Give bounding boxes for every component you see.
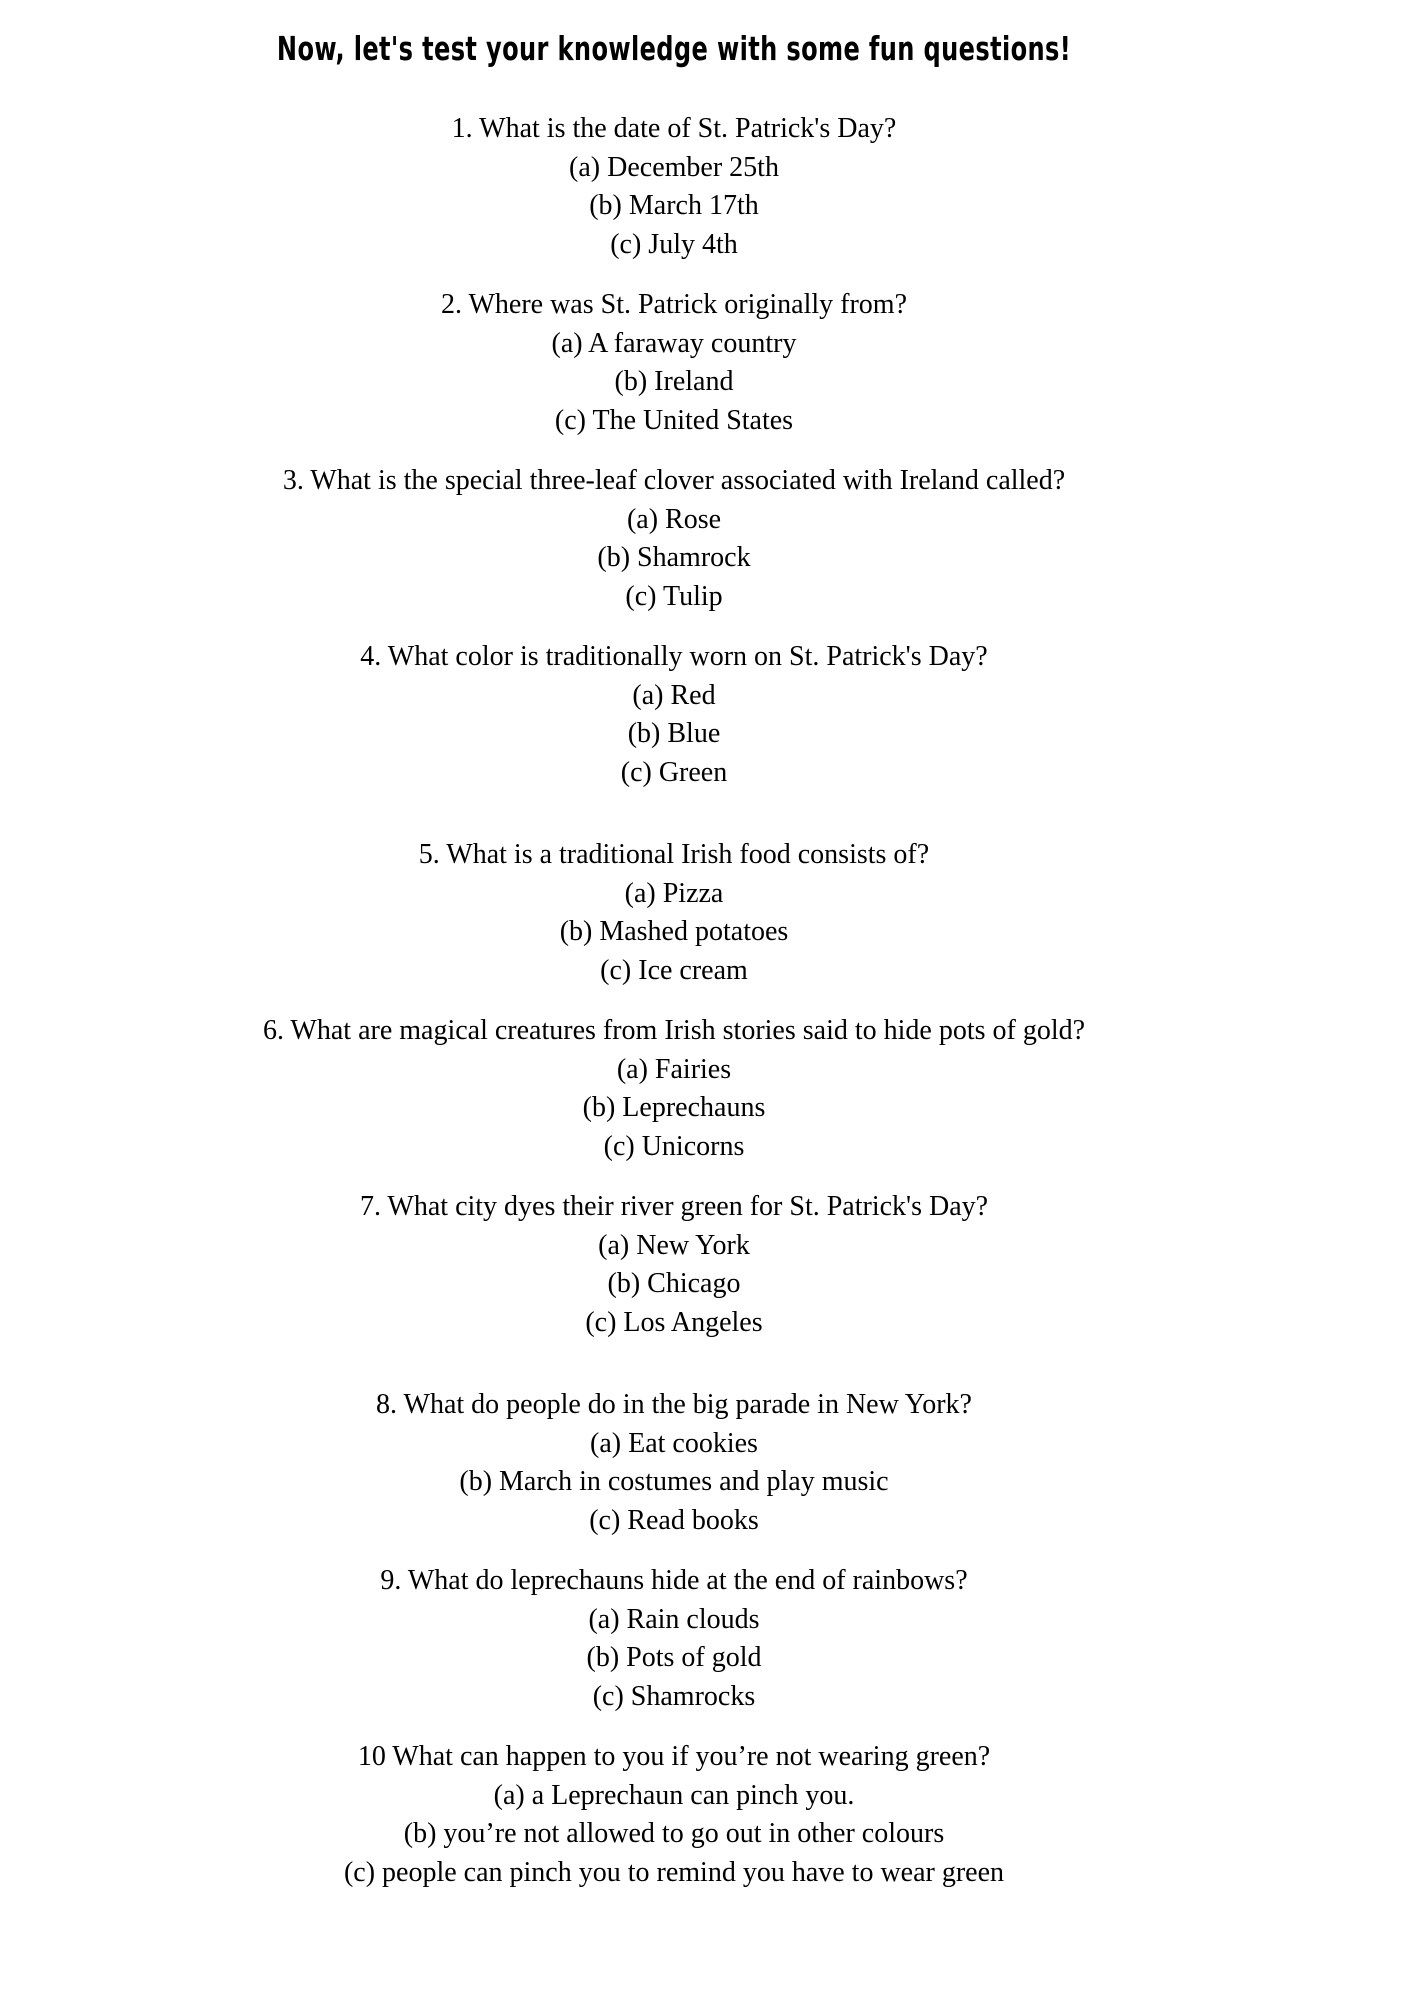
option-a-text: (a) Pizza (624, 877, 724, 909)
option-b-text: (b) Blue (627, 718, 721, 749)
question-text: 1. What is the date of St. Patrick's Day? (451, 113, 897, 144)
option-a-text: (a) December 25th (569, 151, 779, 183)
question-block-5 (0, 836, 1348, 990)
question-block-2 (0, 286, 1348, 440)
question-text: 7. What city dyes their river green for St. Patrick's Day? (359, 1191, 989, 1222)
option-b-text: (b) you’re not allowed to go out in other colours (403, 1818, 945, 1849)
question-block-8 (0, 1386, 1348, 1540)
question-text: 5. What is a traditional Irish food consists of? (418, 839, 930, 870)
question-block-7 (0, 1188, 1348, 1342)
page-title: Now, let's test your knowledge with some fun questions! (276, 29, 1072, 68)
option-c-text: (c) Unicorns (603, 1130, 745, 1162)
question-text: 6. What are magical creatures from Irish stories said to hide pots of gold? (262, 1015, 1086, 1046)
question-text: 8. What do people do in the big parade in New York? (376, 1389, 972, 1420)
option-a-text: (a) Rose (626, 503, 722, 535)
quiz-questions (0, 110, 1348, 1892)
option-b-text: (b) Chicago (607, 1268, 741, 1299)
option-b-text: (b) March in costumes and play music (459, 1466, 889, 1497)
question-block-6 (0, 1012, 1348, 1166)
question-block-3 (0, 462, 1348, 616)
option-c-text: (c) Shamrocks (592, 1680, 756, 1712)
question-block-10 (0, 1738, 1348, 1892)
option-b-text: (b) Ireland (614, 366, 734, 397)
question-text: 3. What is the special three-leaf clover associated with Ireland called? (282, 465, 1066, 496)
question-block-9 (0, 1562, 1348, 1716)
option-a-text: (a) Rain clouds (588, 1603, 760, 1635)
option-c-text: (c) July 4th (610, 228, 738, 260)
question-text: 10 What can happen to you if you’re not wearing green? (357, 1741, 991, 1772)
option-a-text: (a) Eat cookies (590, 1427, 758, 1459)
option-c-text: (c) people can pinch you to remind you have to wear green (343, 1856, 1005, 1888)
question-text: 9. What do leprechauns hide at the end of rainbows? (380, 1565, 968, 1596)
question-text: 2. Where was St. Patrick originally from? (440, 289, 908, 320)
question-text: 4. What color is traditionally worn on St. Patrick's Day? (360, 641, 988, 672)
option-b-text: (b) Mashed potatoes (559, 916, 789, 947)
option-a-text: (a) a Leprechaun can pinch you. (493, 1779, 855, 1811)
option-c-text: (c) Read books (589, 1504, 759, 1536)
option-b-text: (b) Pots of gold (586, 1642, 762, 1673)
option-b-text: (b) Shamrock (597, 542, 751, 573)
option-c-text: (c) Tulip (625, 580, 723, 612)
option-a-text: (a) New York (598, 1229, 750, 1261)
option-c-text: (c) Green (620, 756, 728, 788)
option-c-text: (c) Los Angeles (585, 1306, 763, 1338)
option-b-text: (b) March 17th (589, 190, 759, 221)
option-a-text: (a) Red (632, 679, 716, 711)
option-a-text: (a) Fairies (616, 1053, 732, 1085)
question-block-4 (0, 638, 1348, 792)
option-c-text: (c) Ice cream (600, 954, 748, 986)
question-block-1 (0, 110, 1348, 264)
option-a-text: (a) A faraway country (551, 327, 797, 359)
option-c-text: (c) The United States (554, 404, 794, 436)
option-b-text: (b) Leprechauns (582, 1092, 766, 1123)
